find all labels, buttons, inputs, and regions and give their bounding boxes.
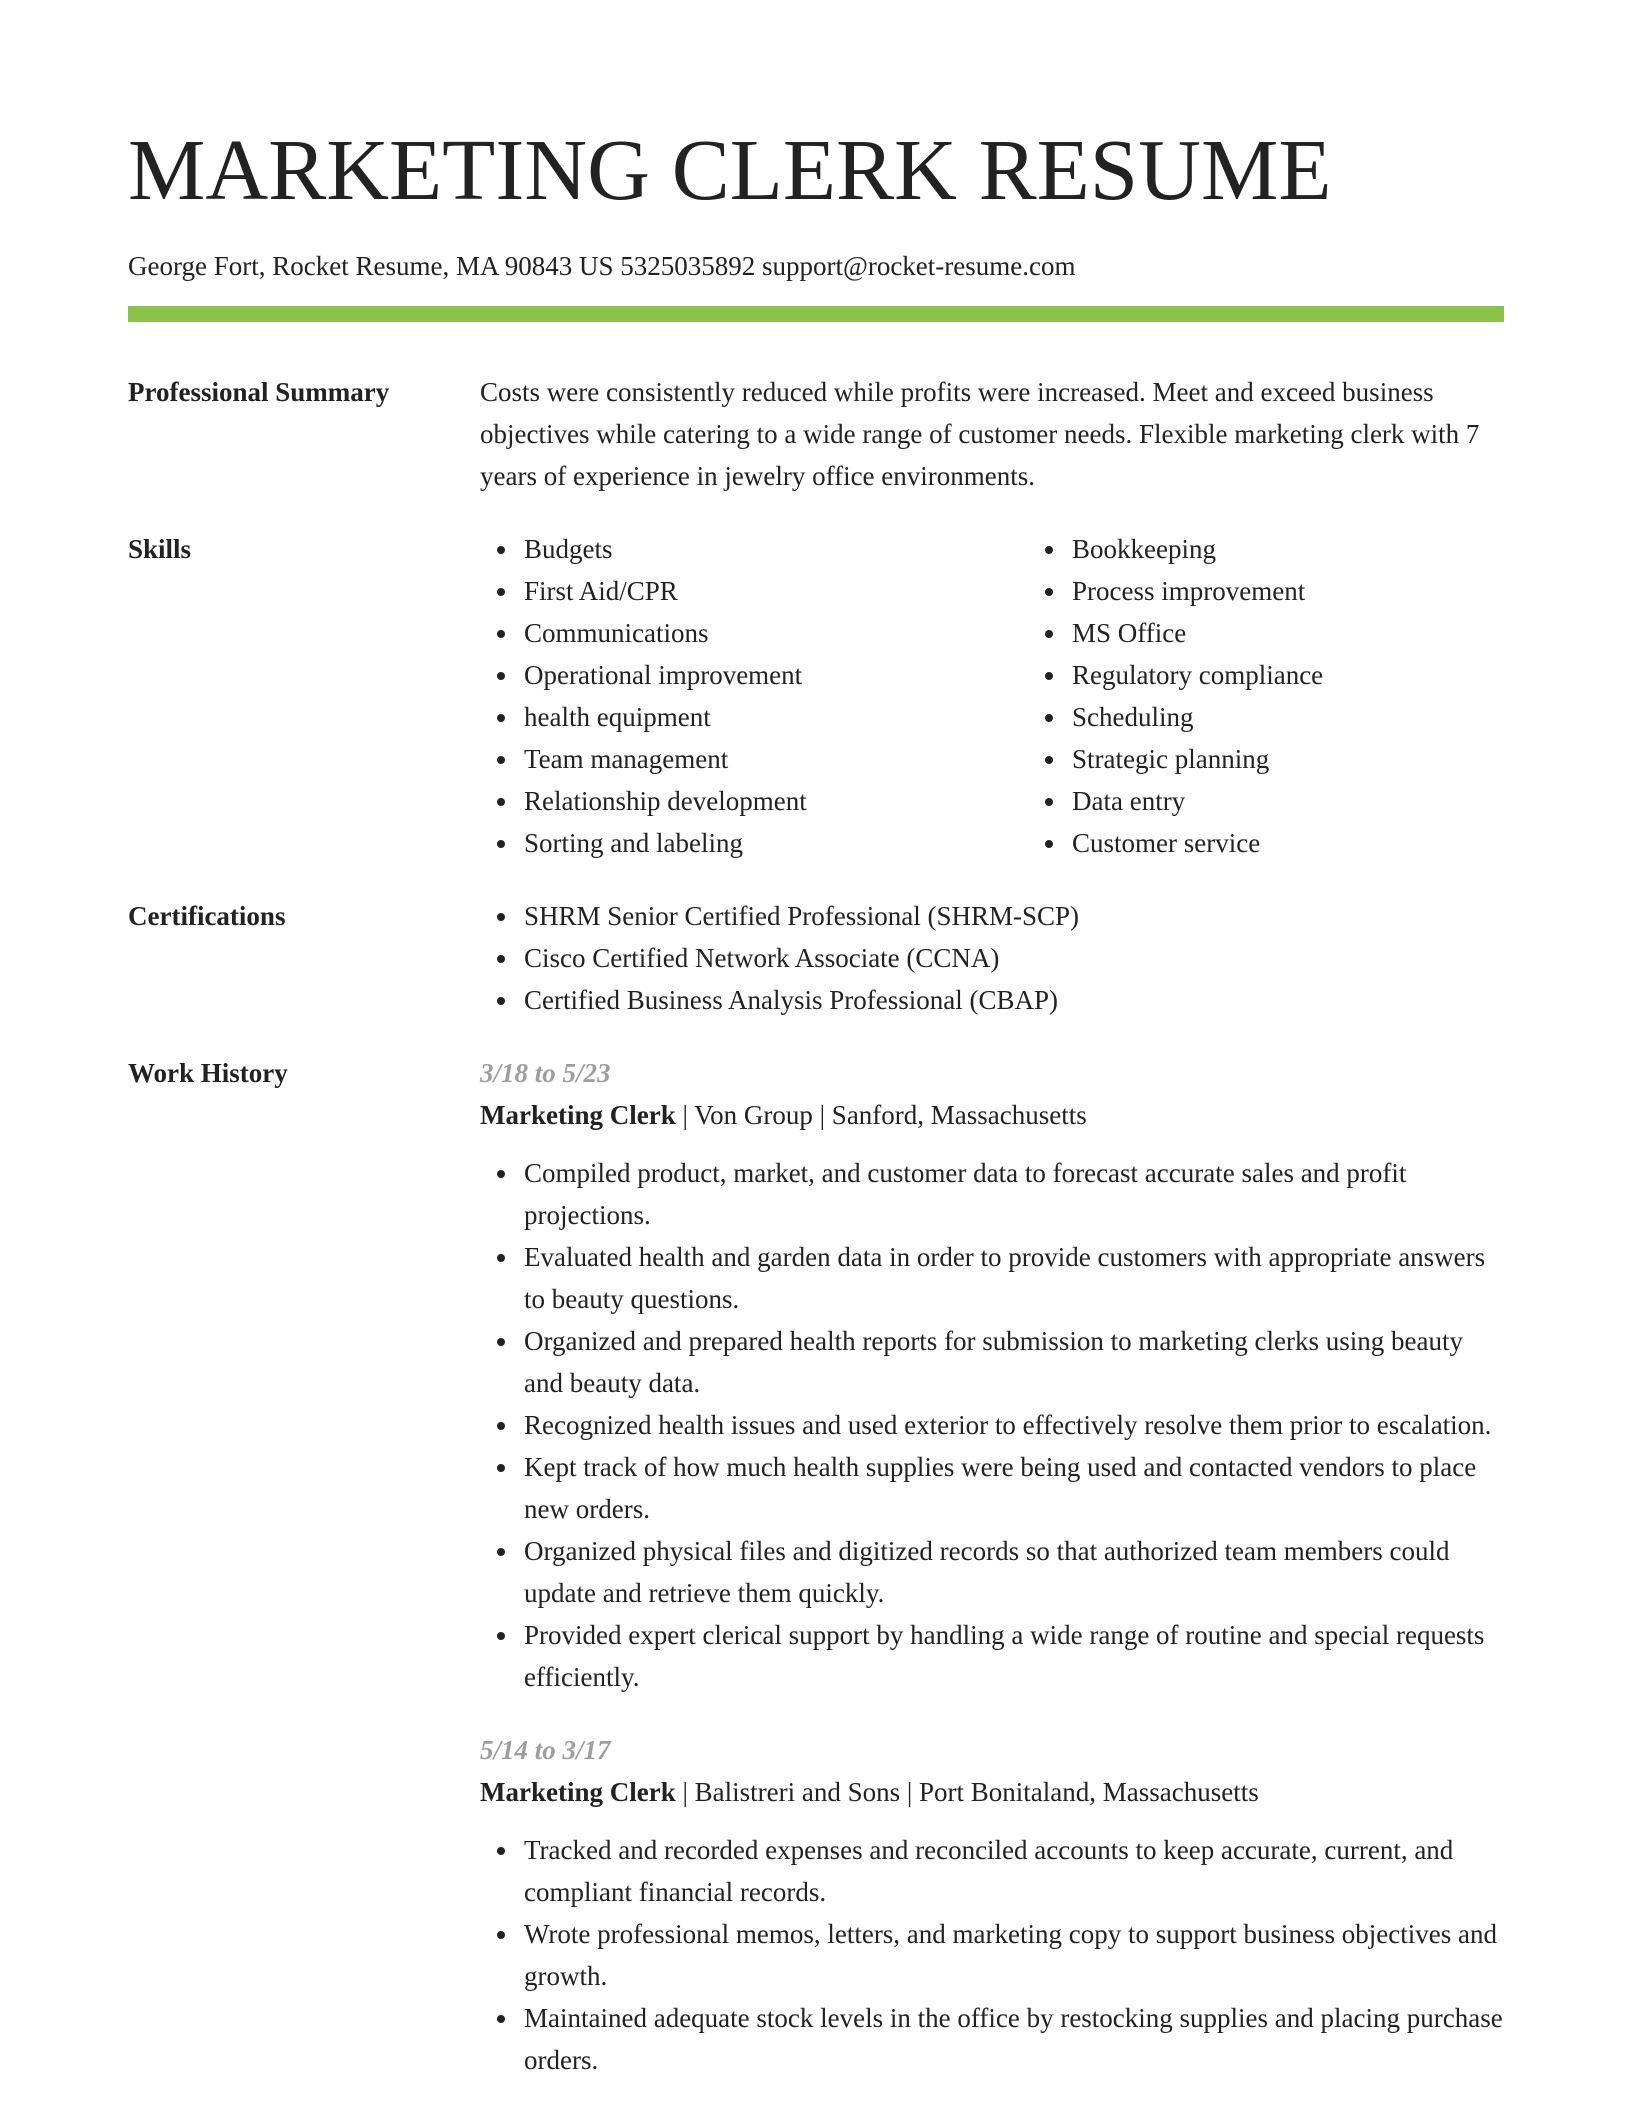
job-dates: 3/18 to 5/23 (480, 1058, 611, 1088)
skills-column-2 (1028, 528, 1576, 864)
resume-title: MARKETING CLERK RESUME (128, 121, 1332, 218)
job-bullet: Evaluated health and garden data in order to provide customers with appropriate answers to beauty questions. (524, 1236, 1504, 1320)
job-bullet: Organized physical files and digitized records so that authorized team members could update and retrieve them quickly. (524, 1530, 1504, 1614)
certifications-body (480, 895, 1504, 1021)
job-heading (480, 1771, 1504, 1813)
job-details: | Balistreri and Sons | Port Bonitaland, Massachusetts (675, 1777, 1259, 1807)
job-title: Marketing Clerk (480, 1100, 676, 1130)
job-details: | Von Group | Sanford, Massachusetts (675, 1100, 1087, 1130)
skill-item: Sorting and labeling (524, 822, 1028, 864)
section-label: Skills (128, 534, 192, 564)
section-work-history (128, 1052, 1504, 2081)
skill-item: Relationship development (524, 780, 1028, 822)
section-skills (128, 528, 1504, 864)
job-bullet: Organized and prepared health reports for submission to marketing clerks using beauty and beauty data. (524, 1320, 1504, 1404)
skills-column-1 (480, 528, 1028, 864)
skill-item: Team management (524, 738, 1028, 780)
job-heading (480, 1094, 1504, 1136)
job-title: Marketing Clerk (480, 1777, 676, 1807)
skill-item: Operational improvement (524, 654, 1028, 696)
skill-item: Strategic planning (1072, 738, 1576, 780)
accent-divider (128, 306, 1504, 322)
skill-item: Customer service (1072, 822, 1576, 864)
job-dates: 5/14 to 3/17 (480, 1735, 611, 1765)
job-bullet: Recognized health issues and used exterior to effectively resolve them prior to escalation. (524, 1404, 1504, 1446)
section-professional-summary (128, 371, 1504, 497)
section-certifications (128, 895, 1504, 1021)
job-bullet: Tracked and recorded expenses and reconciled accounts to keep accurate, current, and compliant financial records. (524, 1829, 1504, 1913)
job-bullet: Wrote professional memos, letters, and marketing copy to support business objectives and growth. (524, 1913, 1504, 1997)
section-label: Work History (128, 1058, 288, 1088)
skills-columns (480, 528, 1576, 864)
job-bullet: Maintained adequate stock levels in the office by restocking supplies and placing purchase orders. (524, 1997, 1504, 2081)
job-bullet: Kept track of how much health supplies were being used and contacted vendors to place new orders. (524, 1446, 1504, 1530)
work-history-body (480, 1052, 1504, 2081)
job-entry (480, 1052, 1504, 1698)
skill-item: Budgets (524, 528, 1028, 570)
certification-item: Certified Business Analysis Professional (CBAP) (524, 979, 1504, 1021)
skill-item: Process improvement (1072, 570, 1576, 612)
job-bullets (480, 1152, 1504, 1698)
skill-item: Communications (524, 612, 1028, 654)
contact-line: George Fort, Rocket Resume, MA 90843 US 5325035892 support@rocket-resume.com (128, 251, 1076, 281)
job-bullet: Provided expert clerical support by handling a wide range of routine and special requests efficiently. (524, 1614, 1504, 1698)
certification-item: Cisco Certified Network Associate (CCNA) (524, 937, 1504, 979)
skill-item: Data entry (1072, 780, 1576, 822)
skill-item: Regulatory compliance (1072, 654, 1576, 696)
certification-item: SHRM Senior Certified Professional (SHRM-SCP) (524, 895, 1504, 937)
job-bullets (480, 1829, 1504, 2081)
section-label: Certifications (128, 901, 286, 931)
job-entry (480, 1729, 1504, 2081)
skill-item: MS Office (1072, 612, 1576, 654)
skill-item: health equipment (524, 696, 1028, 738)
section-label: Professional Summary (128, 377, 390, 407)
skill-item: Scheduling (1072, 696, 1576, 738)
skill-item: First Aid/CPR (524, 570, 1028, 612)
skill-item: Bookkeeping (1072, 528, 1576, 570)
summary-text: Costs were consistently reduced while profits were increased. Meet and exceed business objectives while catering to a wide range of customer needs. Flexible marketing clerk with 7 years of experience in jewelry office environments. (480, 377, 1480, 491)
job-bullet: Compiled product, market, and customer data to forecast accurate sales and profit projections. (524, 1152, 1504, 1236)
certifications-list (480, 895, 1504, 1021)
